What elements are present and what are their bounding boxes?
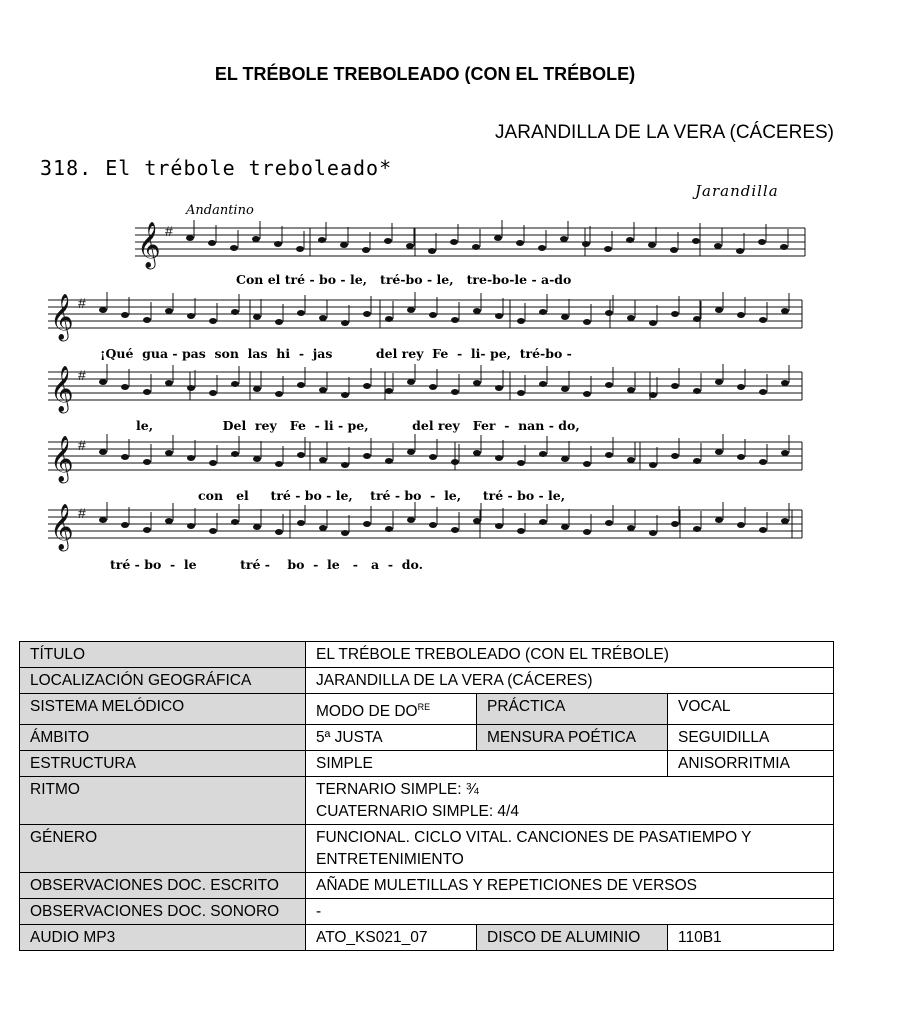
note-head bbox=[363, 383, 371, 389]
score-tempo: Andantino bbox=[186, 203, 254, 218]
row-ambito bbox=[20, 725, 834, 751]
note-head bbox=[275, 319, 283, 325]
note-head bbox=[209, 390, 217, 396]
note-head bbox=[319, 457, 327, 463]
titulo-label: TÍTULO bbox=[20, 642, 306, 668]
disco-label: DISCO DE ALUMINIO bbox=[477, 925, 668, 951]
note-head bbox=[165, 518, 173, 524]
note-head bbox=[627, 387, 635, 393]
note-head bbox=[341, 392, 349, 398]
note-head bbox=[692, 238, 700, 244]
note-head bbox=[473, 450, 481, 456]
note-head bbox=[451, 317, 459, 323]
ritmo-label: RITMO bbox=[20, 777, 306, 825]
note-head bbox=[737, 522, 745, 528]
note-head bbox=[99, 307, 107, 313]
sharp-icon: # bbox=[78, 295, 86, 311]
ritmo-cell bbox=[306, 777, 834, 825]
note-head bbox=[275, 529, 283, 535]
note-head bbox=[781, 308, 789, 314]
note-head bbox=[275, 391, 283, 397]
row-sistema bbox=[20, 694, 834, 725]
note-head bbox=[648, 242, 656, 248]
note-head bbox=[363, 311, 371, 317]
note-head bbox=[560, 236, 568, 242]
note-head bbox=[209, 528, 217, 534]
obs-escrito-value: AÑADE MULETILLAS Y REPETICIONES DE VERSOS bbox=[306, 873, 834, 899]
note-head bbox=[495, 313, 503, 319]
note-head bbox=[517, 460, 525, 466]
lyric-line-4: con el tré - bo - le, tré - bo - le, tré - bo - le, bbox=[198, 488, 566, 503]
note-head bbox=[99, 379, 107, 385]
note-head bbox=[781, 450, 789, 456]
sistema-label: SISTEMA MELÓDICO bbox=[20, 694, 306, 725]
note-head bbox=[780, 244, 788, 250]
note-head bbox=[605, 452, 613, 458]
note-head bbox=[582, 241, 590, 247]
note-head bbox=[626, 237, 634, 243]
score-place: Jarandilla bbox=[695, 182, 779, 200]
note-head bbox=[495, 455, 503, 461]
lyric-line-1: Con el tré - bo - le, tré-bo - le, tre-bo-le - a-do bbox=[236, 272, 572, 287]
note-head bbox=[759, 459, 767, 465]
note-head bbox=[231, 381, 239, 387]
note-head bbox=[450, 239, 458, 245]
note-head bbox=[385, 526, 393, 532]
note-head bbox=[296, 246, 304, 252]
note-head bbox=[671, 453, 679, 459]
note-head bbox=[428, 248, 436, 254]
row-obs-sonoro bbox=[20, 899, 834, 925]
note-head bbox=[715, 517, 723, 523]
note-head bbox=[605, 310, 613, 316]
note-head bbox=[253, 456, 261, 462]
note-head bbox=[429, 522, 437, 528]
note-head bbox=[187, 455, 195, 461]
note-head bbox=[121, 312, 129, 318]
treble-clef-icon: 𝄞 bbox=[50, 504, 74, 550]
note-head bbox=[363, 453, 371, 459]
note-head bbox=[187, 523, 195, 529]
note-head bbox=[341, 462, 349, 468]
note-head bbox=[208, 240, 216, 246]
ritmo-line-2: CUATERNARIO SIMPLE: 4/4 bbox=[316, 803, 519, 820]
note-head bbox=[671, 311, 679, 317]
note-head bbox=[121, 384, 129, 390]
note-head bbox=[143, 317, 151, 323]
obs-sonoro-label: OBSERVACIONES DOC. SONORO bbox=[20, 899, 306, 925]
disco-value: 110B1 bbox=[668, 925, 834, 951]
note-head bbox=[715, 449, 723, 455]
note-head bbox=[781, 518, 789, 524]
note-head bbox=[604, 246, 612, 252]
practica-value: VOCAL bbox=[668, 694, 834, 725]
note-head bbox=[693, 526, 701, 532]
note-head bbox=[407, 449, 415, 455]
note-head bbox=[253, 524, 261, 530]
note-head bbox=[516, 240, 524, 246]
ambito-value: 5ª JUSTA bbox=[306, 725, 477, 751]
note-head bbox=[253, 386, 261, 392]
localizacion-label: LOCALIZACIÓN GEOGRÁFICA bbox=[20, 668, 306, 694]
note-head bbox=[495, 385, 503, 391]
note-head bbox=[187, 385, 195, 391]
note-head bbox=[714, 243, 722, 249]
location-heading: JARANDILLA DE LA VERA (CÁCERES) bbox=[495, 122, 834, 143]
note-head bbox=[473, 308, 481, 314]
note-head bbox=[297, 452, 305, 458]
note-head bbox=[319, 387, 327, 393]
note-head bbox=[561, 386, 569, 392]
note-head bbox=[517, 528, 525, 534]
obs-escrito-label: OBSERVACIONES DOC. ESCRITO bbox=[20, 873, 306, 899]
row-audio bbox=[20, 925, 834, 951]
metadata-table bbox=[19, 641, 834, 951]
ambito-label: ÁMBITO bbox=[20, 725, 306, 751]
note-head bbox=[297, 310, 305, 316]
row-obs-escrito bbox=[20, 873, 834, 899]
note-head bbox=[231, 309, 239, 315]
note-head bbox=[319, 525, 327, 531]
note-head bbox=[759, 317, 767, 323]
note-head bbox=[539, 519, 547, 525]
note-head bbox=[671, 521, 679, 527]
note-head bbox=[605, 520, 613, 526]
note-head bbox=[605, 382, 613, 388]
note-head bbox=[363, 521, 371, 527]
note-head bbox=[165, 380, 173, 386]
score-heading: 318. El trébole treboleado* bbox=[40, 156, 393, 180]
treble-clef-icon: 𝄞 bbox=[50, 436, 74, 482]
sharp-icon: # bbox=[165, 223, 173, 239]
treble-clef-icon: 𝄞 bbox=[137, 222, 161, 268]
note-head bbox=[429, 454, 437, 460]
practica-label: PRÁCTICA bbox=[477, 694, 668, 725]
obs-sonoro-value: - bbox=[306, 899, 834, 925]
note-head bbox=[759, 389, 767, 395]
row-localizacion bbox=[20, 668, 834, 694]
sistema-cell bbox=[306, 694, 477, 725]
note-head bbox=[693, 458, 701, 464]
row-genero bbox=[20, 825, 834, 873]
note-head bbox=[165, 308, 173, 314]
note-head bbox=[472, 244, 480, 250]
note-head bbox=[473, 380, 481, 386]
note-head bbox=[297, 520, 305, 526]
note-head bbox=[407, 517, 415, 523]
note-head bbox=[561, 524, 569, 530]
note-head bbox=[627, 525, 635, 531]
note-head bbox=[517, 318, 525, 324]
music-score bbox=[40, 210, 820, 590]
note-head bbox=[649, 530, 657, 536]
note-head bbox=[121, 454, 129, 460]
note-head bbox=[252, 236, 260, 242]
note-head bbox=[670, 247, 678, 253]
treble-clef-icon: 𝄞 bbox=[50, 366, 74, 412]
note-head bbox=[649, 392, 657, 398]
genero-label: GÉNERO bbox=[20, 825, 306, 873]
note-head bbox=[583, 461, 591, 467]
sistema-sup: RE bbox=[417, 702, 431, 712]
note-head bbox=[737, 312, 745, 318]
note-head bbox=[231, 451, 239, 457]
lyric-line-2: ¡Qué gua - pas son las hi - jas del rey Fe - li- pe, tré-bo - bbox=[100, 346, 572, 361]
note-head bbox=[715, 379, 723, 385]
localizacion-value: JARANDILLA DE LA VERA (CÁCERES) bbox=[306, 668, 834, 694]
note-head bbox=[165, 450, 173, 456]
note-head bbox=[209, 460, 217, 466]
sharp-icon: # bbox=[78, 437, 86, 453]
audio-label: AUDIO MP3 bbox=[20, 925, 306, 951]
note-head bbox=[539, 381, 547, 387]
sistema-value: MODO DE DO bbox=[316, 703, 418, 720]
note-head bbox=[649, 320, 657, 326]
note-head bbox=[758, 239, 766, 245]
note-head bbox=[429, 384, 437, 390]
note-head bbox=[561, 314, 569, 320]
note-head bbox=[318, 237, 326, 243]
note-head bbox=[737, 384, 745, 390]
note-head bbox=[319, 315, 327, 321]
note-head bbox=[649, 462, 657, 468]
titulo-value: EL TRÉBOLE TREBOLEADO (CON EL TRÉBOLE) bbox=[306, 642, 834, 668]
sharp-icon: # bbox=[78, 505, 86, 521]
note-head bbox=[759, 527, 767, 533]
note-head bbox=[627, 457, 635, 463]
note-head bbox=[494, 235, 502, 241]
note-head bbox=[736, 248, 744, 254]
ritmo-line-1: TERNARIO SIMPLE: ¾ bbox=[316, 781, 479, 798]
note-head bbox=[737, 454, 745, 460]
note-head bbox=[209, 318, 217, 324]
treble-clef-icon: 𝄞 bbox=[50, 294, 74, 340]
note-head bbox=[99, 449, 107, 455]
note-head bbox=[341, 530, 349, 536]
note-head bbox=[385, 388, 393, 394]
note-head bbox=[406, 243, 414, 249]
note-head bbox=[627, 315, 635, 321]
document-title: EL TRÉBOLE TREBOLEADO (CON EL TRÉBOLE) bbox=[214, 64, 636, 84]
note-head bbox=[274, 241, 282, 247]
note-head bbox=[143, 389, 151, 395]
lyric-line-3: le, Del rey Fe - li - pe, del rey Fer - nan - do, bbox=[136, 418, 580, 433]
note-head bbox=[517, 390, 525, 396]
audio-value: ATO_KS021_07 bbox=[306, 925, 477, 951]
note-head bbox=[186, 235, 194, 241]
note-head bbox=[187, 313, 195, 319]
note-head bbox=[473, 518, 481, 524]
sharp-icon: # bbox=[78, 367, 86, 383]
note-head bbox=[693, 316, 701, 322]
note-head bbox=[340, 242, 348, 248]
mensura-label: MENSURA POÉTICA bbox=[477, 725, 668, 751]
note-head bbox=[671, 383, 679, 389]
note-head bbox=[451, 527, 459, 533]
estructura-extra: ANISORRITMIA bbox=[668, 751, 834, 777]
note-head bbox=[561, 456, 569, 462]
note-head bbox=[407, 379, 415, 385]
note-head bbox=[297, 382, 305, 388]
note-head bbox=[143, 527, 151, 533]
note-head bbox=[429, 312, 437, 318]
note-head bbox=[362, 247, 370, 253]
note-head bbox=[539, 309, 547, 315]
note-head bbox=[407, 307, 415, 313]
row-estructura bbox=[20, 751, 834, 777]
estructura-label: ESTRUCTURA bbox=[20, 751, 306, 777]
note-head bbox=[230, 245, 238, 251]
note-head bbox=[451, 389, 459, 395]
note-head bbox=[451, 459, 459, 465]
note-head bbox=[495, 523, 503, 529]
note-head bbox=[121, 522, 129, 528]
note-head bbox=[143, 459, 151, 465]
note-head bbox=[253, 314, 261, 320]
note-head bbox=[538, 245, 546, 251]
note-head bbox=[693, 388, 701, 394]
note-head bbox=[781, 380, 789, 386]
note-head bbox=[231, 519, 239, 525]
note-head bbox=[539, 451, 547, 457]
estructura-value: SIMPLE bbox=[306, 751, 668, 777]
genero-value: FUNCIONAL. CICLO VITAL. CANCIONES DE PASATIEMPO Y ENTRETENIMIENTO bbox=[306, 825, 834, 873]
note-head bbox=[715, 307, 723, 313]
lyric-line-5: tré - bo - le tré - bo - le - a - do. bbox=[110, 557, 423, 572]
note-head bbox=[384, 238, 392, 244]
note-head bbox=[275, 461, 283, 467]
note-head bbox=[385, 316, 393, 322]
row-titulo bbox=[20, 642, 834, 668]
note-head bbox=[385, 458, 393, 464]
row-ritmo bbox=[20, 777, 834, 825]
note-head bbox=[583, 319, 591, 325]
mensura-value: SEGUIDILLA bbox=[668, 725, 834, 751]
note-head bbox=[583, 529, 591, 535]
note-head bbox=[341, 320, 349, 326]
note-head bbox=[99, 517, 107, 523]
note-head bbox=[583, 391, 591, 397]
